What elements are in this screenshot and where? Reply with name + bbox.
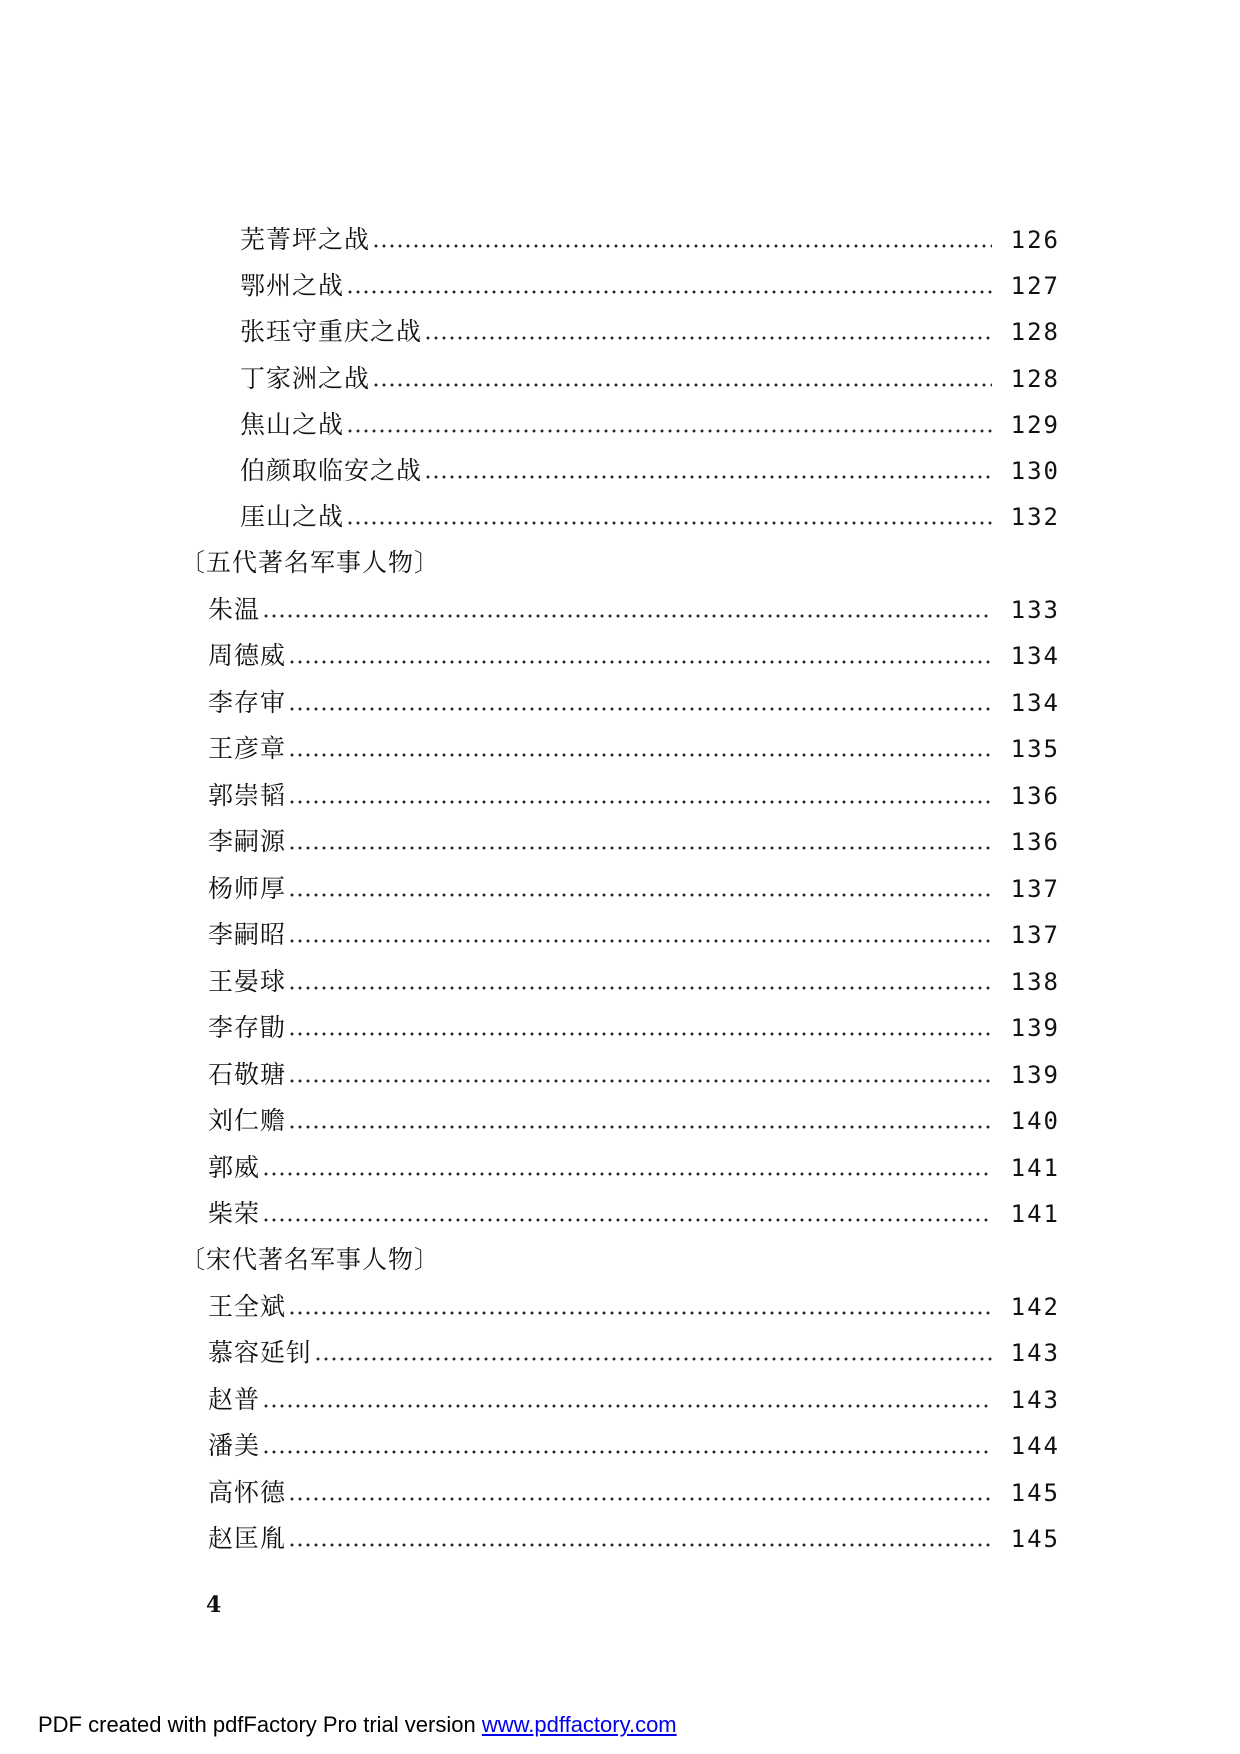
toc-entry xyxy=(208,1333,1060,1373)
dot-leader xyxy=(346,405,992,445)
toc-entry-page: 143 xyxy=(1010,1339,1060,1367)
dot-leader xyxy=(262,1148,992,1188)
toc-entry xyxy=(208,1426,1060,1466)
dot-leader xyxy=(288,1008,992,1048)
toc-entry-title: 王彦章 xyxy=(208,734,287,763)
toc-entry-page: 139 xyxy=(1010,1014,1060,1042)
section-heading-wudai: 〔五代著名军事人物〕 xyxy=(180,548,441,577)
dot-leader xyxy=(288,683,992,723)
toc-entry xyxy=(240,451,1060,491)
toc-entry xyxy=(208,822,1060,862)
toc-entry-title: 赵普 xyxy=(208,1385,261,1414)
toc-entry xyxy=(208,1473,1060,1513)
toc-entry-page: 130 xyxy=(1010,457,1060,485)
toc-entry xyxy=(240,312,1060,352)
toc-entry-page: 128 xyxy=(1010,365,1060,393)
toc-entry xyxy=(208,590,1060,630)
dot-leader xyxy=(346,497,992,537)
dot-leader xyxy=(314,1333,992,1373)
dot-leader xyxy=(288,729,992,769)
toc-entry-page: 143 xyxy=(1010,1386,1060,1414)
toc-entry-title: 高怀德 xyxy=(208,1478,287,1507)
dot-leader xyxy=(288,1055,992,1095)
section-heading-song: 〔宋代著名军事人物〕 xyxy=(180,1245,441,1274)
toc-entry xyxy=(208,1287,1060,1327)
toc-entry-title: 厓山之战 xyxy=(240,502,345,531)
toc-entry xyxy=(208,1194,1060,1234)
toc-entry xyxy=(240,220,1060,260)
toc-entry-page: 127 xyxy=(1010,272,1060,300)
toc-entry xyxy=(208,1519,1060,1559)
toc-entry-page: 128 xyxy=(1010,318,1060,346)
toc-entry-title: 郭威 xyxy=(208,1153,261,1182)
toc-entry-page: 137 xyxy=(1010,921,1060,949)
dot-leader xyxy=(288,869,992,909)
toc-entry-title: 潘美 xyxy=(208,1431,261,1460)
toc-entry xyxy=(208,1380,1060,1420)
toc-entry-page: 126 xyxy=(1010,226,1060,254)
dot-leader xyxy=(262,1194,992,1234)
page-number: 4 xyxy=(206,1592,222,1618)
dot-leader xyxy=(288,1473,992,1513)
dot-leader xyxy=(288,1287,992,1327)
toc-entry-title: 芜菁坪之战 xyxy=(240,225,371,254)
toc-entry-title: 杨师厚 xyxy=(208,874,287,903)
dot-leader xyxy=(372,359,992,399)
toc-entry-title: 石敬瑭 xyxy=(208,1060,287,1089)
toc-entry xyxy=(240,405,1060,445)
dot-leader xyxy=(288,962,992,1002)
footer-link[interactable]: www.pdffactory.com xyxy=(481,1712,677,1737)
toc-entry-page: 145 xyxy=(1010,1525,1060,1553)
dot-leader xyxy=(372,220,992,260)
toc-entry xyxy=(208,915,1060,955)
toc-entry-title: 郭崇韬 xyxy=(208,781,287,810)
toc-entry-title: 慕容延钊 xyxy=(208,1338,313,1367)
toc-entry-title: 柴荣 xyxy=(208,1199,261,1228)
toc-entry xyxy=(208,683,1060,723)
toc-entry xyxy=(208,776,1060,816)
toc-entry-page: 134 xyxy=(1010,642,1060,670)
toc-entry-title: 丁家洲之战 xyxy=(240,364,371,393)
toc-entry-title: 周德威 xyxy=(208,641,287,670)
toc-entry-title: 李存勖 xyxy=(208,1013,287,1042)
toc-entry-title: 李嗣源 xyxy=(208,827,287,856)
dot-leader xyxy=(288,915,992,955)
dot-leader xyxy=(424,451,992,491)
toc-entry-page: 134 xyxy=(1010,689,1060,717)
dot-leader xyxy=(288,636,992,676)
toc-entry xyxy=(208,636,1060,676)
toc-entry-title: 朱温 xyxy=(208,595,261,624)
toc-entry xyxy=(208,869,1060,909)
toc-entry-page: 136 xyxy=(1010,828,1060,856)
dot-leader xyxy=(288,776,992,816)
dot-leader xyxy=(288,822,992,862)
dot-leader xyxy=(262,1426,992,1466)
toc-entry-page: 141 xyxy=(1010,1154,1060,1182)
toc-entry-title: 赵匡胤 xyxy=(208,1524,287,1553)
toc-entry xyxy=(208,962,1060,1002)
toc-entry-title: 王全斌 xyxy=(208,1292,287,1321)
toc-entry-page: 137 xyxy=(1010,875,1060,903)
toc-entry-page: 129 xyxy=(1010,411,1060,439)
pdf-footer xyxy=(38,1712,677,1738)
toc-entry-page: 138 xyxy=(1010,968,1060,996)
dot-leader xyxy=(288,1101,992,1141)
toc-entry-page: 140 xyxy=(1010,1107,1060,1135)
toc-entry-title: 李存审 xyxy=(208,688,287,717)
toc-entry-title: 李嗣昭 xyxy=(208,920,287,949)
toc-entry-title: 王晏球 xyxy=(208,967,287,996)
toc-entry-title: 张珏守重庆之战 xyxy=(240,317,423,346)
toc-entry-page: 144 xyxy=(1010,1432,1060,1460)
toc-entry-page: 139 xyxy=(1010,1061,1060,1089)
footer-text: PDF created with pdfFactory Pro trial version xyxy=(38,1712,482,1737)
toc-entry-page: 132 xyxy=(1010,503,1060,531)
toc-entry-page: 133 xyxy=(1010,596,1060,624)
toc-entry-page: 136 xyxy=(1010,782,1060,810)
toc-entry-title: 鄂州之战 xyxy=(240,271,345,300)
toc-entry xyxy=(208,1101,1060,1141)
toc-entry xyxy=(240,266,1060,306)
toc-entry-page: 142 xyxy=(1010,1293,1060,1321)
toc-entry-title: 刘仁赡 xyxy=(208,1106,287,1135)
dot-leader xyxy=(424,312,992,352)
dot-leader xyxy=(288,1519,992,1559)
toc-entry-page: 141 xyxy=(1010,1200,1060,1228)
toc-entry xyxy=(208,1148,1060,1188)
toc-entry-page: 135 xyxy=(1010,735,1060,763)
toc-entry xyxy=(208,729,1060,769)
toc-entry xyxy=(240,359,1060,399)
toc-entry-page: 145 xyxy=(1010,1479,1060,1507)
toc-entry-title: 焦山之战 xyxy=(240,410,345,439)
dot-leader xyxy=(262,590,992,630)
dot-leader xyxy=(346,266,992,306)
toc-entry xyxy=(208,1055,1060,1095)
toc-entry-title: 伯颜取临安之战 xyxy=(240,456,423,485)
toc-entry xyxy=(240,497,1060,537)
toc-entry xyxy=(208,1008,1060,1048)
dot-leader xyxy=(262,1380,992,1420)
